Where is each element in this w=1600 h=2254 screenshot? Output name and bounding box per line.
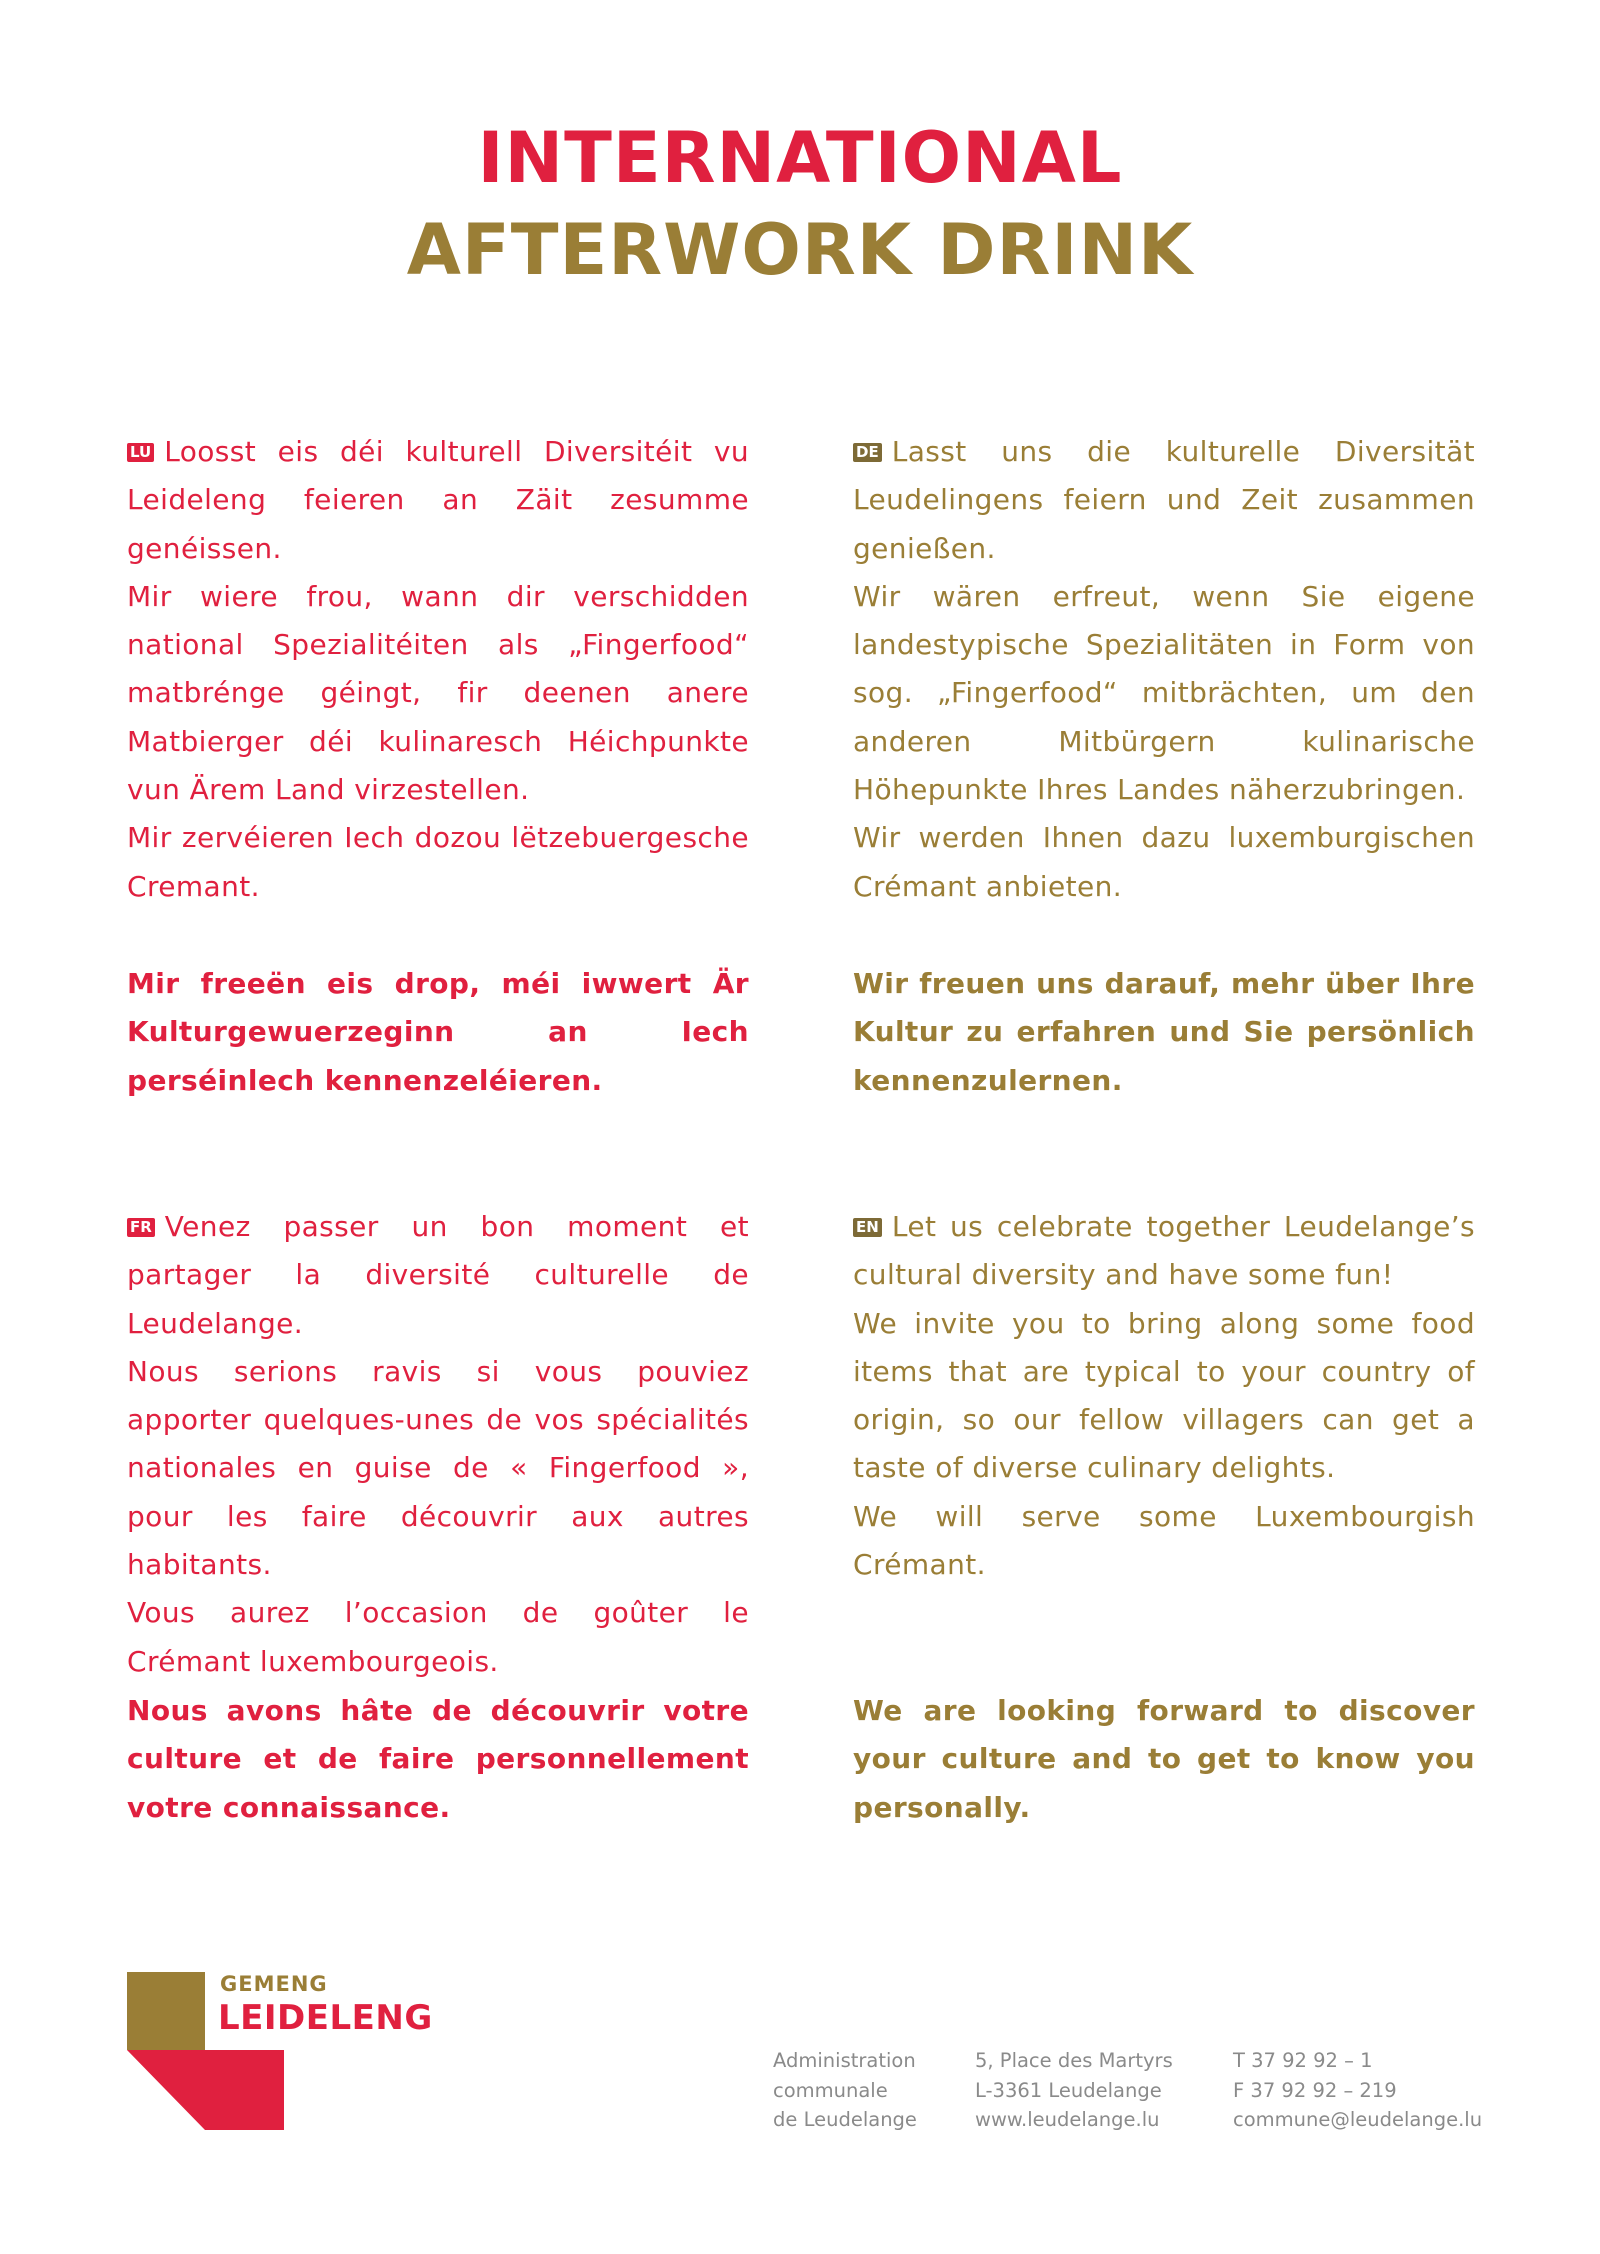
- lu-paragraph-3: Mir zervéieren Iech dozou lëtzebuergesche Cremant.: [127, 821, 749, 903]
- de-intro-text: Lasst uns die kulturelle Diversität Leudelingens feiern und Zeit zusammen genießen.: [853, 435, 1475, 565]
- section-en: [853, 1203, 1475, 1589]
- lu-intro-text: Loosst eis déi kulturell Diversitéit vu Leideleng feieren an Zäit zesumme genéissen.: [127, 435, 749, 565]
- lu-paragraph-2: Mir wiere frou, wann dir verschidden national Spezialitéiten als „Fingerfood“ matbrénge géingt, fir deenen anere Matbierger déi kulinaresch Héichpunkte vun Ärem Land virzestellen.: [127, 579, 749, 807]
- section-en-lead: [853, 1687, 1475, 1832]
- logo-leideleng-text: LEIDELENG: [218, 1998, 433, 2038]
- section-de: [853, 428, 1475, 911]
- fr-paragraph-3: Vous aurez l’occasion de goûter le Crémant luxembourgeois.: [127, 1596, 749, 1678]
- en-flag-badge: EN: [853, 1218, 882, 1237]
- footer-line: communale: [773, 2078, 888, 2102]
- de-paragraph-2: Wir wären erfreut, wenn Sie eigene landestypische Spezialitäten in Form von sog. „Fingerfood“ mitbrächten, um den anderen Mitbürgern kulinarische Höhepunkte Ihres Landes näherzubringen.: [853, 579, 1475, 807]
- footer-email-link[interactable]: commune@leudelange.lu: [1233, 2108, 1483, 2131]
- lu-flag-badge: LU: [127, 443, 154, 462]
- fr-intro-text: Venez passer un bon moment et partager la diversité culturelle de Leudelange.: [127, 1210, 749, 1340]
- fr-paragraph-2: Nous serions ravis si vous pouviez apporter quelques-unes de vos spécialités nationales en guise de « Fingerfood », pour les faire découvrir aux autres habitants.: [127, 1354, 749, 1582]
- footer-contact: [1233, 2046, 1482, 2135]
- footer-website-link[interactable]: www.leudelange.lu: [975, 2108, 1160, 2131]
- de-lead: Wir freuen uns darauf, mehr über Ihre Kultur zu erfahren und Sie persönlich kennenzulernen.: [853, 967, 1475, 1097]
- section-lu-lead: [127, 960, 749, 1105]
- de-paragraph-3: Wir werden Ihnen dazu luxemburgischen Crémant anbieten.: [853, 821, 1475, 903]
- fr-flag-badge: FR: [127, 1218, 155, 1237]
- section-lu: [127, 428, 749, 911]
- title-line-2: AFTERWORK DRINK: [406, 209, 1194, 291]
- section-fr-lead: [127, 1687, 749, 1832]
- footer-line: de Leudelange: [773, 2108, 917, 2131]
- en-intro-text: Let us celebrate together Leudelange’s cultural diversity and have some fun!: [853, 1210, 1475, 1292]
- lu-intro: [127, 428, 749, 573]
- logo-gemeng-text: GEMENG: [220, 1972, 328, 1996]
- en-lead: We are looking forward to discover your culture and to get to know you personally.: [853, 1694, 1475, 1824]
- footer-phone: T 37 92 92 – 1: [1233, 2049, 1373, 2072]
- title-line-1: INTERNATIONAL: [477, 117, 1123, 199]
- fr-lead: Nous avons hâte de découvrir votre culture et de faire personnellement votre connaissance.: [127, 1694, 749, 1824]
- footer-address: [975, 2046, 1173, 2135]
- footer-administration: [773, 2046, 917, 2135]
- fr-intro: [127, 1203, 749, 1348]
- en-paragraph-3: We will serve some Luxembourgish Crémant.: [853, 1499, 1475, 1582]
- footer-line: Administration: [773, 2049, 916, 2072]
- en-intro: [853, 1203, 1475, 1300]
- lu-lead: Mir freeën eis drop, méi iwwert Är Kulturgewuerzeginn an Iech perséinlech kennenzeléieren.: [127, 967, 749, 1097]
- en-paragraph-2: We invite you to bring along some food items that are typical to your country of origin, so our fellow villagers can get a taste of diverse culinary delights.: [853, 1306, 1475, 1485]
- de-intro: [853, 428, 1475, 573]
- footer-fax: F 37 92 92 – 219: [1233, 2078, 1397, 2102]
- de-flag-badge: DE: [853, 443, 882, 462]
- footer-line: 5, Place des Martyrs: [975, 2049, 1173, 2072]
- section-fr: [127, 1203, 749, 1686]
- footer-line: L-3361 Leudelange: [975, 2078, 1162, 2102]
- section-de-lead: [853, 960, 1475, 1105]
